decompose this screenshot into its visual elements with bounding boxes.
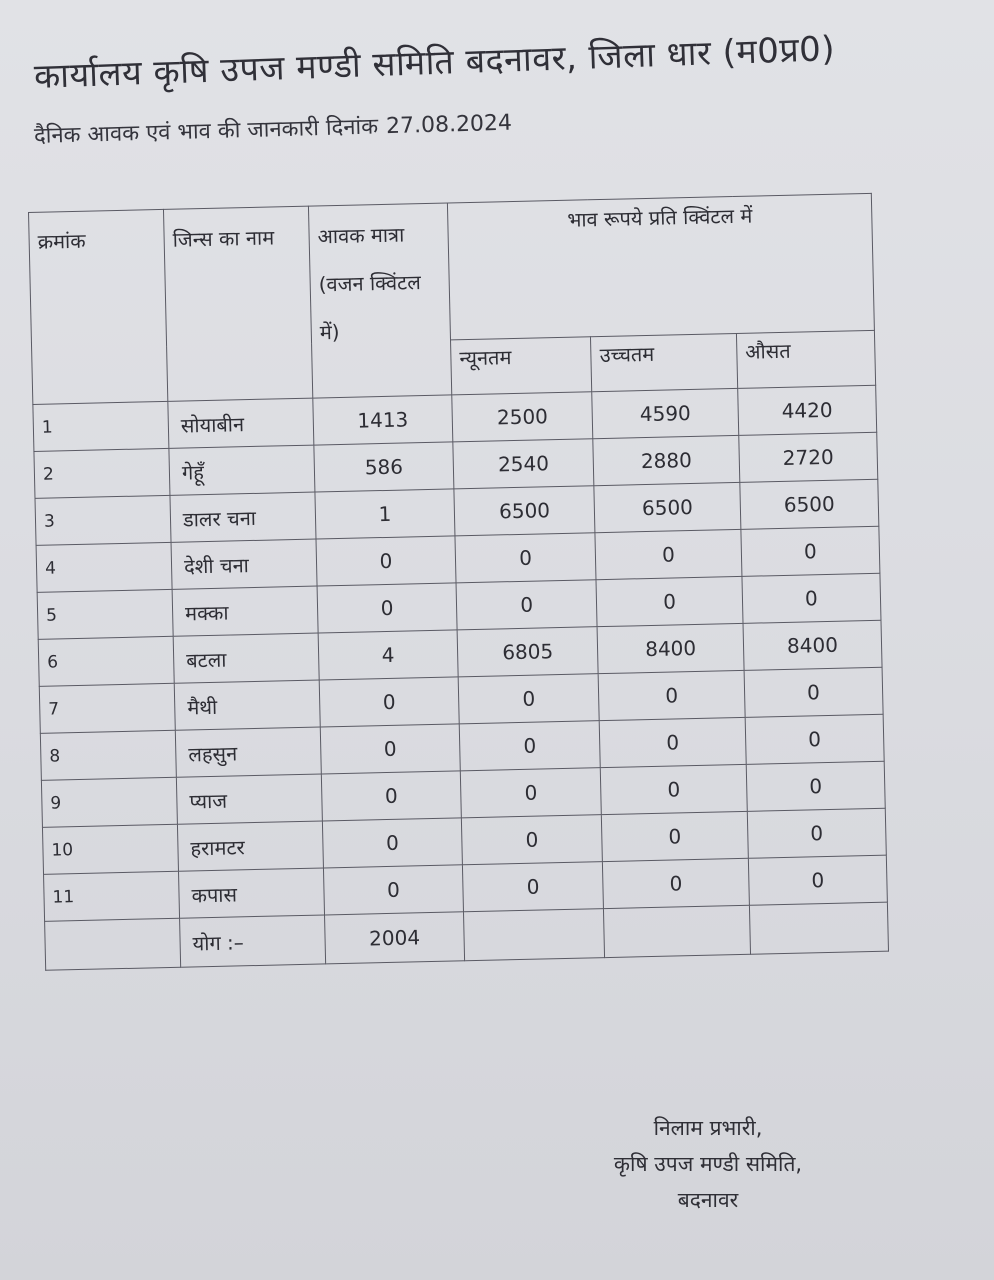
total-empty-serial — [45, 918, 181, 970]
cell-serial: 3 — [35, 495, 171, 545]
signature-title: निलाम प्रभारी, — [653, 1116, 763, 1140]
cell-arrival: 0 — [316, 536, 456, 586]
report-date: 27.08.2024 — [385, 110, 513, 140]
cell-arrival: 0 — [319, 677, 459, 727]
cell-max-price: 0 — [596, 576, 743, 626]
cell-commodity: कपास — [178, 868, 324, 918]
cell-arrival: 0 — [320, 724, 460, 774]
total-label: योग :– — [180, 915, 326, 967]
signature-block — [588, 1110, 828, 1218]
cell-avg-price: 0 — [742, 573, 881, 623]
cell-min-price: 2500 — [452, 392, 593, 442]
cell-serial: 11 — [44, 871, 180, 921]
cell-avg-price: 6500 — [740, 479, 879, 529]
cell-arrival: 0 — [322, 818, 462, 868]
cell-serial: 9 — [41, 777, 177, 827]
cell-min-price: 6500 — [454, 486, 595, 536]
document-subtitle — [34, 107, 513, 150]
cell-avg-price: 2720 — [739, 432, 878, 482]
price-table — [28, 193, 889, 971]
cell-serial: 1 — [33, 401, 169, 451]
cell-serial: 8 — [40, 730, 176, 780]
header-price-group: भाव रूपये प्रति क्विंटल में — [447, 193, 874, 340]
cell-arrival: 1413 — [313, 395, 453, 445]
cell-min-price: 0 — [460, 768, 601, 818]
cell-arrival: 4 — [318, 630, 458, 680]
cell-commodity: गेहूँ — [169, 445, 315, 495]
cell-serial: 2 — [34, 448, 170, 498]
cell-commodity: बटला — [173, 633, 319, 683]
total-arrival: 2004 — [325, 912, 465, 964]
cell-avg-price: 0 — [741, 526, 880, 576]
cell-min-price: 0 — [455, 533, 596, 583]
signature-place: बदनावर — [677, 1188, 739, 1212]
price-table-container — [28, 193, 889, 971]
cell-commodity: डालर चना — [170, 492, 316, 542]
cell-max-price: 0 — [595, 529, 742, 579]
cell-max-price: 0 — [601, 764, 748, 814]
cell-commodity: मैथी — [174, 680, 320, 730]
cell-arrival: 0 — [321, 771, 461, 821]
header-arrival: आवक मात्रा (वजन क्विंटल में) — [308, 203, 451, 398]
cell-commodity: लहसुन — [175, 727, 321, 777]
cell-serial: 7 — [39, 683, 175, 733]
header-min: न्यूनतम — [451, 337, 592, 395]
cell-avg-price: 0 — [746, 761, 885, 811]
total-empty-max — [604, 905, 751, 957]
cell-avg-price: 0 — [744, 667, 883, 717]
cell-avg-price: 8400 — [743, 620, 882, 670]
cell-min-price: 0 — [458, 674, 599, 724]
cell-arrival: 1 — [315, 489, 455, 539]
header-serial: क्रमांक — [29, 209, 168, 404]
cell-max-price: 0 — [598, 670, 745, 720]
table-header-row — [29, 193, 875, 349]
cell-arrival: 0 — [317, 583, 457, 633]
cell-min-price: 0 — [461, 815, 602, 865]
cell-max-price: 6500 — [594, 482, 741, 532]
cell-avg-price: 0 — [745, 714, 884, 764]
cell-serial: 10 — [42, 824, 178, 874]
cell-min-price: 0 — [456, 580, 597, 630]
header-name: जिन्स का नाम — [163, 206, 312, 401]
header-avg: औसत — [736, 330, 875, 388]
cell-max-price: 0 — [603, 858, 750, 908]
cell-commodity: सोयाबीन — [168, 398, 314, 448]
cell-arrival: 586 — [314, 442, 454, 492]
cell-serial: 5 — [37, 589, 173, 639]
cell-min-price: 0 — [459, 721, 600, 771]
cell-commodity: मक्का — [172, 586, 318, 636]
total-empty-avg — [749, 902, 888, 954]
cell-commodity: देशी चना — [171, 539, 317, 589]
cell-avg-price: 0 — [747, 808, 886, 858]
cell-serial: 4 — [36, 542, 172, 592]
header-max: उच्चतम — [591, 333, 738, 391]
cell-arrival: 0 — [323, 865, 463, 915]
cell-min-price: 6805 — [457, 627, 598, 677]
cell-max-price: 0 — [602, 811, 749, 861]
cell-max-price: 8400 — [597, 623, 744, 673]
cell-max-price: 4590 — [592, 388, 739, 438]
cell-commodity: प्याज — [176, 774, 322, 824]
cell-min-price: 2540 — [453, 439, 594, 489]
document-title: कार्यालय कृषि उपज मण्डी समिति बदनावर, जिला धार (म0प्र0) — [33, 29, 836, 97]
cell-serial: 6 — [38, 636, 174, 686]
cell-commodity: हरामटर — [177, 821, 323, 871]
cell-avg-price: 0 — [748, 855, 887, 905]
total-empty-min — [463, 909, 604, 961]
cell-avg-price: 4420 — [738, 385, 877, 435]
signature-org: कृषि उपज मण्डी समिति, — [613, 1152, 803, 1176]
cell-min-price: 0 — [462, 862, 603, 912]
subtitle-text: दैनिक आवक एवं भाव की जानकारी दिनांक — [33, 114, 379, 149]
cell-max-price: 0 — [599, 717, 746, 767]
cell-max-price: 2880 — [593, 435, 740, 485]
